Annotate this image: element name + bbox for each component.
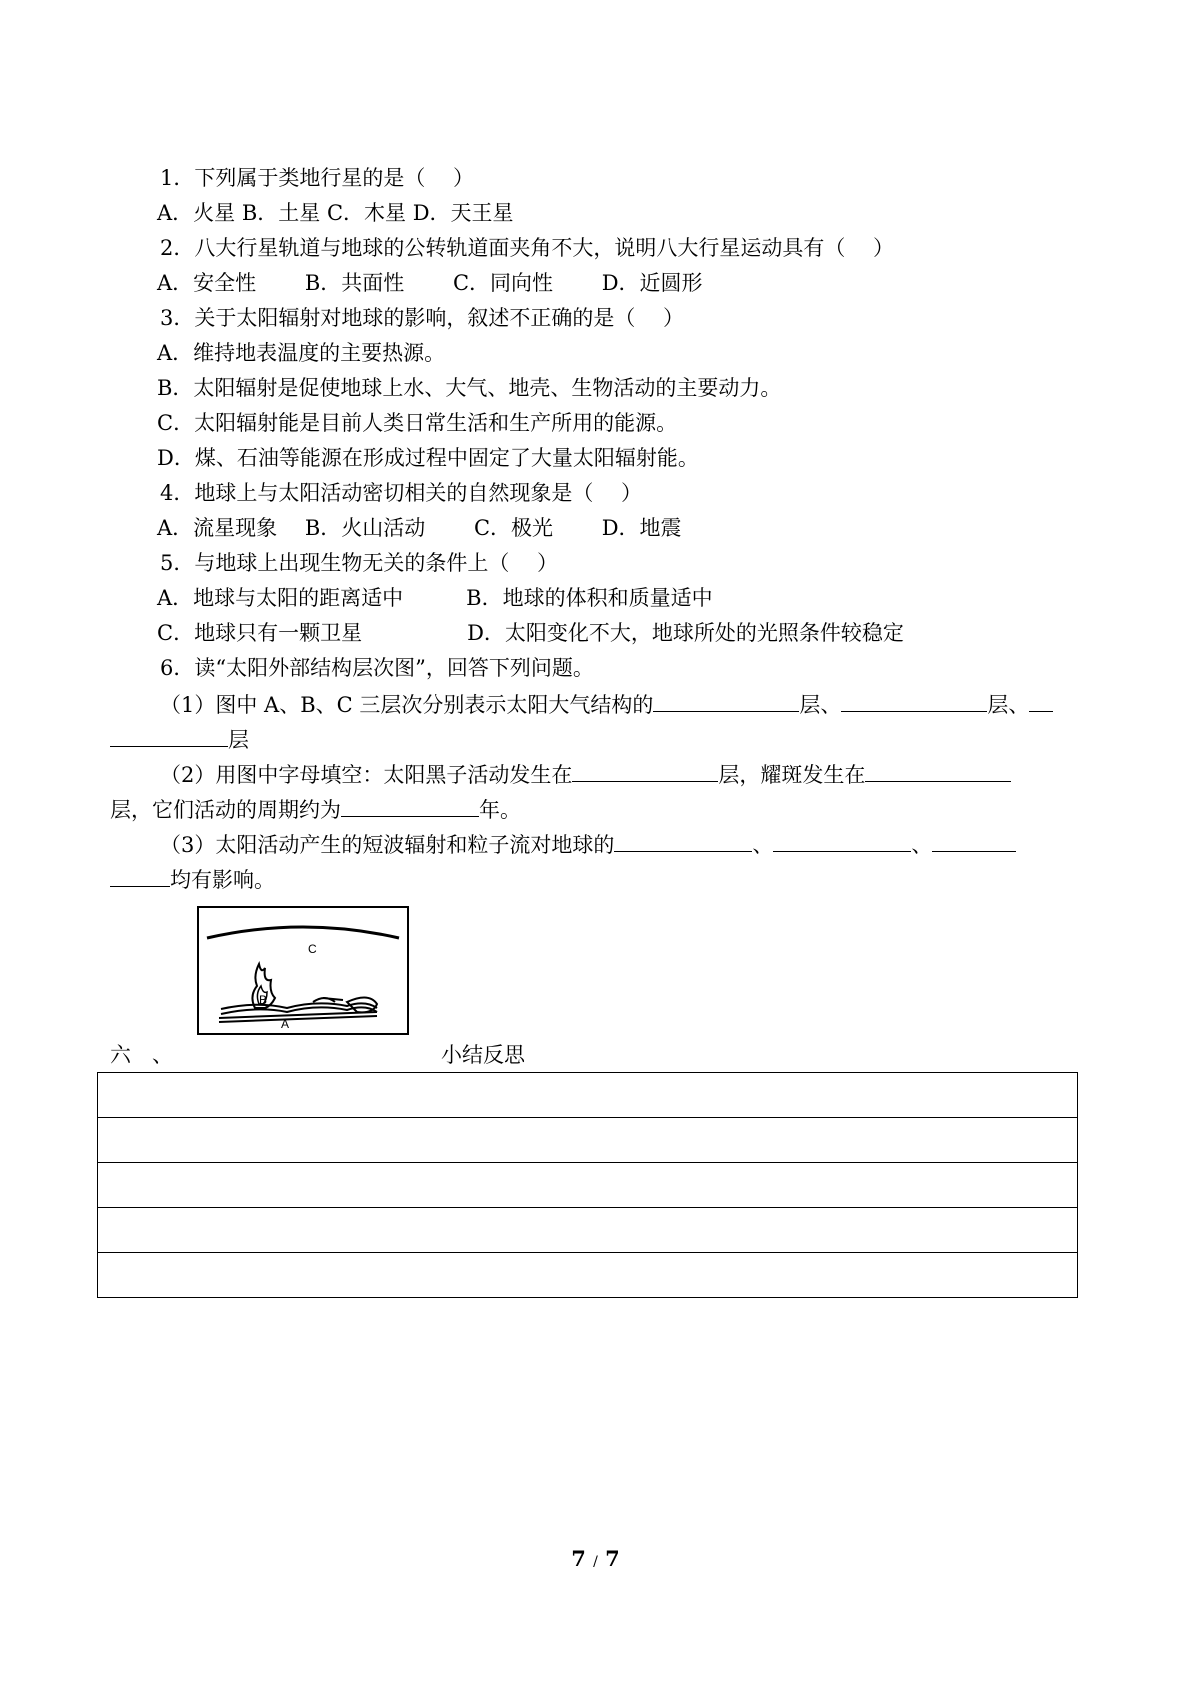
question-5-options-cd: C．地球只有一颗卫星 D．太阳变化不大，地球所处的光照条件较稳定	[157, 621, 904, 645]
answer-blank-4[interactable]	[572, 759, 718, 782]
question-6-part-3-cont	[110, 864, 275, 894]
question-3: 3．关于太阳辐射对地球的影响，叙述不正确的是（ ）	[160, 306, 685, 330]
section-title: 小结反思	[441, 1043, 525, 1067]
summary-cell-1[interactable]	[98, 1073, 1078, 1118]
summary-cell-2[interactable]	[98, 1118, 1078, 1163]
page-number	[0, 1546, 1191, 1571]
answer-blank-9[interactable]	[932, 829, 1016, 852]
table-row	[98, 1163, 1078, 1208]
q6-1-layer-1: 层、	[799, 693, 842, 717]
label-b: B	[259, 993, 268, 1007]
question-5: 5．与地球上出现生物无关的条件上（ ）	[160, 551, 559, 575]
question-1-options: A．火星 B．土星 C．木星 D．天王星	[157, 201, 514, 225]
answer-blank-9-cont[interactable]	[110, 864, 170, 887]
summary-table	[97, 1072, 1078, 1298]
question-3-option-a: A．维持地表温度的主要热源。	[157, 341, 446, 365]
question-2-options: A．安全性 B．共面性 C．同向性 D．近圆形	[157, 271, 703, 295]
question-6-part-1	[160, 689, 1053, 719]
table-row	[98, 1253, 1078, 1298]
question-6-part-1-cont	[110, 724, 249, 754]
sun-structure-diagram	[197, 906, 409, 1035]
label-c: C	[308, 942, 317, 956]
q6-3-sep-2: 、	[911, 833, 933, 857]
q6-2-text: （2）用图中字母填空：太阳黑子活动发生在	[160, 763, 573, 787]
question-3-option-b: B．太阳辐射是促使地球上水、大气、地壳、生物活动的主要动力。	[157, 376, 782, 400]
question-2: 2．八大行星轨道与地球的公转轨道面夹角不大，说明八大行星运动具有（ ）	[160, 236, 895, 260]
answer-blank-3[interactable]	[1029, 689, 1053, 712]
section-number: 六 、	[110, 1043, 173, 1067]
q6-1-text: （1）图中 A、B、C 三层次分别表示太阳大气结构的	[160, 693, 654, 717]
question-3-option-d: D．煤、石油等能源在形成过程中固定了大量太阳辐射能。	[157, 446, 699, 470]
question-5-options-ab: A．地球与太阳的距离适中 B．地球的体积和质量适中	[157, 586, 713, 610]
label-a: A	[281, 1017, 290, 1031]
question-4: 4．地球上与太阳活动密切相关的自然现象是（ ）	[160, 481, 643, 505]
q6-1-layer-3: 层	[228, 728, 249, 752]
answer-blank-6[interactable]	[341, 794, 479, 817]
table-row	[98, 1118, 1078, 1163]
summary-cell-3[interactable]	[98, 1163, 1078, 1208]
q6-1-layer-2: 层、	[987, 693, 1030, 717]
q6-3-end: 均有影响。	[170, 868, 275, 892]
summary-cell-5[interactable]	[98, 1253, 1078, 1298]
table-row	[98, 1208, 1078, 1253]
q6-2-year: 年。	[479, 798, 521, 822]
table-row	[98, 1073, 1078, 1118]
question-6: 6．读“太阳外部结构层次图”，回答下列问题。	[160, 656, 594, 680]
question-4-options: A．流星现象 B．火山活动 C．极光 D．地震	[157, 516, 682, 540]
page-separator: /	[593, 1554, 598, 1570]
answer-blank-7[interactable]	[614, 829, 752, 852]
q6-3-sep-1: 、	[752, 833, 774, 857]
page-current: 7	[571, 1546, 586, 1571]
answer-blank-8[interactable]	[773, 829, 911, 852]
answer-blank-3-cont[interactable]	[110, 724, 228, 747]
question-3-option-c: C．太阳辐射能是目前人类日常生活和生产所用的能源。	[157, 411, 678, 435]
question-6-part-2	[160, 759, 1011, 789]
q6-3-text: （3）太阳活动产生的短波辐射和粒子流对地球的	[160, 833, 615, 857]
answer-blank-1[interactable]	[653, 689, 799, 712]
page-total: 7	[605, 1546, 620, 1571]
question-6-part-3	[160, 829, 1016, 859]
summary-cell-4[interactable]	[98, 1208, 1078, 1253]
answer-blank-5[interactable]	[865, 759, 1011, 782]
answer-blank-2[interactable]	[841, 689, 987, 712]
question-1: 1．下列属于类地行星的是（ ）	[160, 166, 475, 190]
q6-2-cont: 层，它们活动的周期约为	[110, 798, 341, 822]
q6-2-mid: 层，耀斑发生在	[718, 763, 866, 787]
question-6-part-2-cont	[110, 794, 521, 824]
